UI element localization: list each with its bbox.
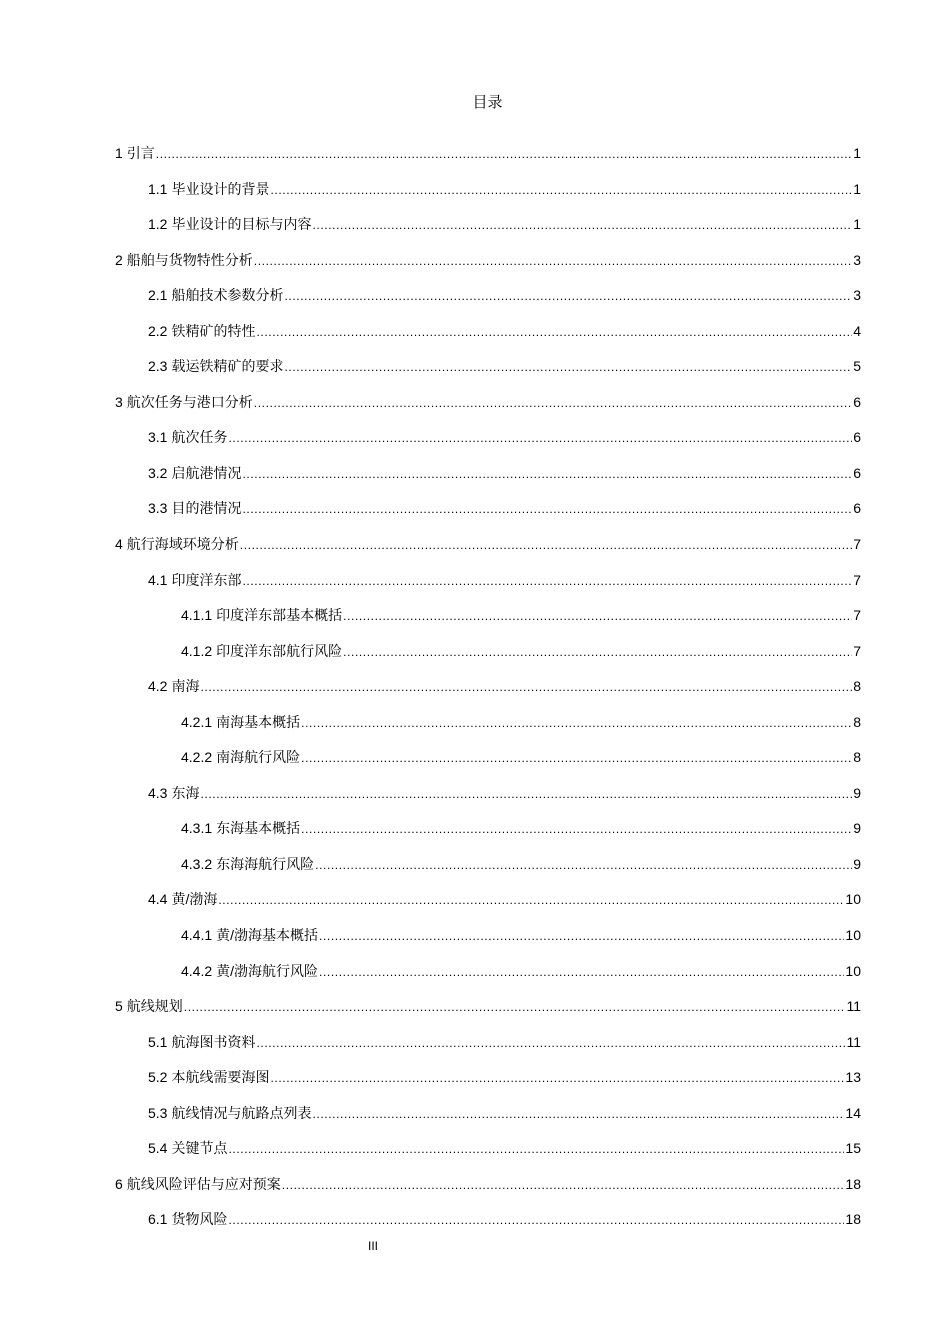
toc-entry-label: 本航线需要海图 <box>171 1069 270 1086</box>
toc-entry-page: 9 <box>853 784 861 801</box>
toc-entry-label: 航海图书资料 <box>171 1033 256 1050</box>
toc-entry-page: 9 <box>853 855 861 872</box>
toc-entry-number: 4.3.2 <box>181 855 213 872</box>
toc-entry-page: 5 <box>853 358 861 375</box>
toc-entry[interactable] <box>115 818 861 854</box>
toc-dot-leader <box>343 642 852 662</box>
toc-dot-leader <box>184 997 846 1017</box>
toc-entry[interactable] <box>115 676 861 712</box>
toc-entry-number: 4.4.2 <box>181 962 213 979</box>
toc-entry-number: 4.2.2 <box>181 749 213 766</box>
toc-entry-number: 3.1 <box>148 429 168 446</box>
toc-entry-number: 2 <box>115 251 123 268</box>
toc-dot-leader <box>343 606 852 626</box>
toc-dot-leader <box>319 962 844 982</box>
toc-entry-label: 黄/渤海航行风险 <box>216 962 319 979</box>
toc-dot-leader <box>301 819 852 839</box>
toc-entry[interactable] <box>115 321 861 357</box>
toc-dot-leader <box>301 713 852 733</box>
toc-entry-label: 航行海域环境分析 <box>126 536 239 553</box>
toc-entry-number: 4.4 <box>148 891 168 908</box>
toc-entry-page: 15 <box>845 1140 861 1157</box>
toc-entry-page: 9 <box>853 820 861 837</box>
toc-entry-page: 4 <box>853 322 861 339</box>
toc-entry-page: 6 <box>853 393 861 410</box>
toc-entry[interactable] <box>115 1209 861 1245</box>
toc-entry-number: 2.2 <box>148 322 168 339</box>
toc-entry-page: 18 <box>845 1175 861 1192</box>
toc-entry-page: 8 <box>853 678 861 695</box>
toc-entry-number: 4.2 <box>148 678 168 695</box>
toc-entry-label: 黄/渤海 <box>171 891 218 908</box>
toc-entry-label: 南海航行风险 <box>216 749 301 766</box>
toc-entry-label: 航次任务 <box>171 429 228 446</box>
toc-entry[interactable] <box>115 925 861 961</box>
toc-entry-number: 4.1 <box>148 571 168 588</box>
toc-entry[interactable] <box>115 392 861 428</box>
toc-entry-page: 14 <box>845 1104 861 1121</box>
toc-entry[interactable] <box>115 1067 861 1103</box>
toc-entry[interactable] <box>115 1174 861 1210</box>
toc-dot-leader <box>242 464 852 484</box>
toc-entry-number: 5.1 <box>148 1033 168 1050</box>
toc-entry-page: 3 <box>853 251 861 268</box>
toc-dot-leader <box>254 251 852 271</box>
toc-entry-number: 6 <box>115 1175 123 1192</box>
toc-entry-number: 4.1.1 <box>181 607 213 624</box>
toc-entry-label: 航线风险评估与应对预案 <box>126 1175 281 1192</box>
toc-entry-label: 船舶与货物特性分析 <box>126 251 253 268</box>
toc-entry-label: 载运铁精矿的要求 <box>171 358 284 375</box>
toc-entry-label: 印度洋东部航行风险 <box>216 642 343 659</box>
toc-entry-page: 1 <box>853 145 861 161</box>
toc-entry-page: 7 <box>853 642 861 659</box>
toc-entry[interactable] <box>115 214 861 250</box>
toc-dot-leader <box>312 215 852 235</box>
toc-title: 目录 <box>472 94 503 111</box>
toc-entry-page: 13 <box>845 1069 861 1086</box>
toc-entry-page: 7 <box>853 571 861 588</box>
toc-entry-label: 船舶技术参数分析 <box>171 287 284 304</box>
toc-dot-leader <box>240 535 852 555</box>
toc-entry-number: 2.3 <box>148 358 168 375</box>
toc-entry-page: 3 <box>853 287 861 304</box>
toc-entry-number: 3 <box>115 393 123 410</box>
toc-entry-number: 5.4 <box>148 1140 168 1157</box>
toc-entry-number: 1.2 <box>148 216 168 233</box>
toc-entry-number: 4.1.2 <box>181 642 213 659</box>
toc-dot-leader <box>228 1210 844 1230</box>
toc-dot-leader <box>284 357 852 377</box>
toc-dot-leader <box>284 286 852 306</box>
toc-entry-label: 引言 <box>126 145 155 161</box>
toc-dot-leader <box>256 1033 845 1053</box>
toc-entry-page: 1 <box>853 216 861 233</box>
toc-entry-number: 6.1 <box>148 1211 168 1228</box>
toc-entry[interactable] <box>115 285 861 321</box>
toc-entry-label: 印度洋东部 <box>171 571 242 588</box>
toc-entry-number: 5 <box>115 998 123 1015</box>
toc-entry-number: 5.3 <box>148 1104 168 1121</box>
toc-entry-label: 航线情况与航路点列表 <box>171 1104 312 1121</box>
toc-dot-leader <box>228 428 852 448</box>
toc-entry-label: 货物风险 <box>171 1211 228 1228</box>
toc-entry[interactable] <box>115 712 861 748</box>
toc-entry-label: 东海海航行风险 <box>216 855 315 872</box>
toc-entry[interactable] <box>115 570 861 606</box>
toc-entry[interactable] <box>115 747 861 783</box>
toc-entry-label: 印度洋东部基本概括 <box>216 607 343 624</box>
toc-entry[interactable] <box>115 250 861 286</box>
toc-entry-number: 4 <box>115 536 123 553</box>
toc-entry[interactable] <box>115 179 861 215</box>
toc-entry[interactable] <box>115 854 861 890</box>
toc-entry-label: 毕业设计的目标与内容 <box>171 216 312 233</box>
toc-entry-label: 东海基本概括 <box>216 820 301 837</box>
toc-entry-label: 毕业设计的背景 <box>171 180 270 197</box>
toc-entry-number: 3.3 <box>148 500 168 517</box>
toc-entry-label: 黄/渤海基本概括 <box>216 927 319 944</box>
toc-entry-page: 11 <box>846 998 861 1015</box>
toc-entry-page: 11 <box>846 1033 861 1050</box>
toc-dot-leader <box>254 393 852 413</box>
toc-entry-label: 铁精矿的特性 <box>171 322 256 339</box>
toc-list <box>115 143 861 1245</box>
toc-entry[interactable] <box>115 498 861 534</box>
toc-dot-leader <box>312 1104 844 1124</box>
toc-entry[interactable] <box>115 996 861 1032</box>
toc-dot-leader <box>242 499 852 519</box>
toc-entry-number: 2.1 <box>148 287 168 304</box>
toc-entry-label: 航线规划 <box>126 998 183 1015</box>
toc-entry-label: 目的港情况 <box>171 500 242 517</box>
toc-entry-page: 7 <box>853 607 861 624</box>
toc-entry-label: 关键节点 <box>171 1140 228 1157</box>
toc-entry-page: 8 <box>853 749 861 766</box>
toc-dot-leader <box>282 1175 845 1195</box>
toc-entry-number: 4.2.1 <box>181 713 213 730</box>
toc-dot-leader <box>270 180 852 200</box>
toc-entry-page: 10 <box>845 962 861 979</box>
toc-entry-page: 18 <box>845 1211 861 1228</box>
toc-entry[interactable] <box>115 961 861 997</box>
toc-dot-leader <box>256 322 852 342</box>
toc-dot-leader <box>156 144 852 164</box>
toc-entry[interactable] <box>115 1138 861 1174</box>
toc-entry[interactable] <box>115 356 861 392</box>
toc-dot-leader <box>319 926 844 946</box>
toc-entry[interactable] <box>115 427 861 463</box>
page-number: III <box>368 1239 379 1253</box>
toc-entry-label: 启航港情况 <box>171 464 242 481</box>
toc-entry-page: 10 <box>845 891 861 908</box>
toc-entry-number: 4.4.1 <box>181 927 213 944</box>
toc-entry[interactable] <box>115 1032 861 1068</box>
toc-entry-label: 航次任务与港口分析 <box>126 393 253 410</box>
toc-dot-leader <box>315 855 852 875</box>
toc-entry-number: 4.3 <box>148 784 168 801</box>
toc-entry-page: 7 <box>853 536 861 553</box>
toc-dot-leader <box>218 890 844 910</box>
toc-entry[interactable] <box>115 143 861 179</box>
toc-entry-page: 6 <box>853 500 861 517</box>
toc-dot-leader <box>301 748 852 768</box>
toc-entry[interactable] <box>115 889 861 925</box>
toc-dot-leader <box>228 1139 844 1159</box>
toc-entry-label: 东海 <box>171 784 200 801</box>
toc-entry-page: 1 <box>853 180 861 197</box>
toc-entry-page: 10 <box>845 927 861 944</box>
toc-entry[interactable] <box>115 1103 861 1139</box>
toc-entry[interactable] <box>115 463 861 499</box>
toc-entry[interactable] <box>115 641 861 677</box>
toc-entry-page: 8 <box>853 713 861 730</box>
toc-entry[interactable] <box>115 783 861 819</box>
toc-entry-number: 1.1 <box>148 180 168 197</box>
toc-entry-number: 4.3.1 <box>181 820 213 837</box>
toc-entry[interactable] <box>115 605 861 641</box>
toc-entry-page: 6 <box>853 429 861 446</box>
toc-entry-label: 南海基本概括 <box>216 713 301 730</box>
toc-entry-page: 6 <box>853 464 861 481</box>
toc-dot-leader <box>270 1068 844 1088</box>
toc-entry-number: 3.2 <box>148 464 168 481</box>
toc-entry-number: 5.2 <box>148 1069 168 1086</box>
toc-dot-leader <box>242 571 852 591</box>
toc-dot-leader <box>200 677 852 697</box>
toc-entry-label: 南海 <box>171 678 200 695</box>
toc-entry-number: 1 <box>115 145 123 161</box>
toc-entry[interactable] <box>115 534 861 570</box>
toc-dot-leader <box>200 784 852 804</box>
